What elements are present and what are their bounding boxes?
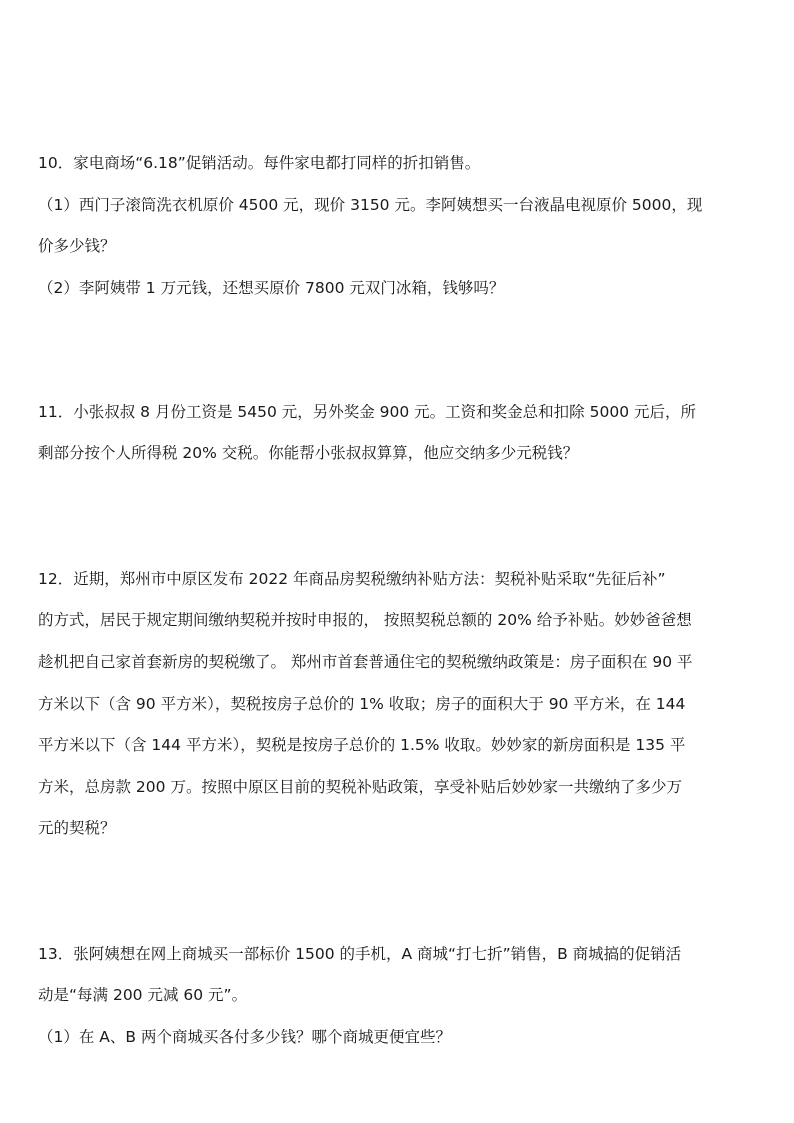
question-12-line-6: 方米，总房款 200 万。按照中原区目前的契税补贴政策，享受补贴后妙妙家一共缴纳了多少万 (38, 778, 682, 796)
question-12-line-2: 的方式，居民于规定期间缴纳契税并按时申报的， 按照契税总额的 20% 给予补贴。妙妙爸爸想 (38, 611, 692, 629)
question-11-line-1: 11．小张叔叔 8 月份工资是 5450 元，另外奖金 900 元。工资和奖金总和扣除 5000 元后，所 (38, 403, 696, 421)
question-12-line-4: 方米以下（含 90 平方米），契税按房子总价的 1% 收取；房子的面积大于 90 平方米，在 144 (38, 695, 686, 713)
question-12-line-3: 趁机把自己家首套新房的契税缴了。 郑州市首套普通住宅的契税缴纳政策是：房子面积在 90 平 (38, 653, 693, 671)
question-10-part-2: （2）李阿姨带 1 万元钱，还想买原价 7800 元双门冰箱，钱够吗？ (38, 279, 505, 297)
question-10-part-1-line-2: 价多少钱？ (38, 237, 116, 255)
question-13-line-1: 13．张阿姨想在网上商城买一部标价 1500 的手机，A 商城“打七折”销售，B 商城搞的促销活 (38, 945, 682, 963)
question-10-stem: 10．家电商场“6.18”促销活动。每件家电都打同样的折扣销售。 (38, 154, 481, 172)
question-12-line-5: 平方米以下（含 144 平方米），契税是按房子总价的 1.5% 收取。妙妙家的新房面积是 135 平 (38, 736, 686, 754)
question-10-part-1-line-1: （1）西门子滚筒洗衣机原价 4500 元，现价 3150 元。李阿姨想买一台液晶电视原价 5000，现 (38, 196, 703, 214)
question-11-line-2: 剩部分按个人所得税 20% 交税。你能帮小张叔叔算算，他应交纳多少元税钱？ (38, 444, 579, 462)
question-13-part-1: （1）在 A、B 两个商城买各付多少钱？哪个商城更便宜些？ (38, 1028, 451, 1046)
question-12-line-7: 元的契税？ (38, 819, 116, 837)
question-13-line-2: 动是“每满 200 元减 60 元”。 (38, 986, 248, 1004)
question-12-line-1: 12．近期，郑州市中原区发布 2022 年商品房契税缴纳补贴方法：契税补贴采取“先征后补” (38, 570, 666, 588)
